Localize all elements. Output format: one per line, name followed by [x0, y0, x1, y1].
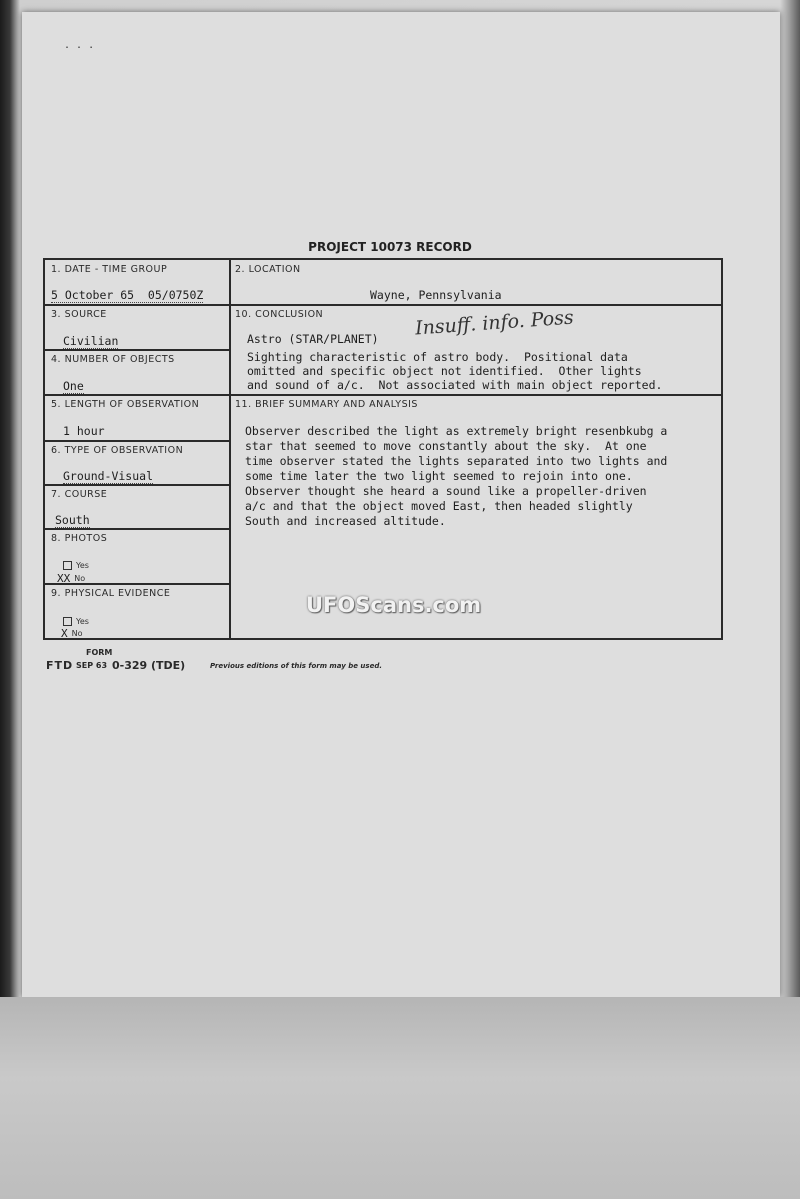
summary-line: some time later the two light seemed to rejoin into one.	[245, 469, 633, 483]
column-divider	[229, 260, 231, 640]
scan-lower-area	[0, 997, 800, 1199]
course-value: South	[55, 513, 90, 527]
conclusion-value: Astro (STAR/PLANET)	[247, 332, 379, 346]
objects-label: 4. NUMBER OF OBJECTS	[51, 354, 175, 365]
physical-evidence-label: 9. PHYSICAL EVIDENCE	[51, 588, 171, 599]
type-value: Ground-Visual	[63, 469, 154, 483]
photos-yes-label: Yes	[76, 560, 89, 570]
date-label: 1. DATE - TIME GROUP	[51, 264, 168, 275]
row-divider	[45, 394, 229, 396]
physical-no-mark: X	[61, 627, 68, 640]
row-divider	[45, 440, 229, 442]
form-id: FTD	[46, 659, 74, 672]
row-divider	[45, 484, 229, 486]
corner-marks: . . .	[64, 40, 95, 51]
form-date: SEP 63	[76, 661, 108, 670]
length-label: 5. LENGTH OF OBSERVATION	[51, 399, 200, 410]
record-form	[43, 258, 723, 640]
location-label: 2. LOCATION	[235, 264, 301, 275]
row-divider	[45, 304, 723, 306]
physical-no-label: No	[71, 628, 83, 638]
form-title: PROJECT 10073 RECORD	[308, 240, 472, 254]
summary-line: South and increased altitude.	[245, 514, 446, 528]
photos-label: 8. PHOTOS	[51, 533, 108, 544]
course-label: 7. COURSE	[51, 489, 108, 500]
conclusion-line: omitted and specific object not identified. Other lights	[247, 364, 642, 378]
objects-value: One	[63, 379, 84, 393]
row-divider	[45, 349, 229, 351]
photos-no-option	[57, 569, 85, 587]
conclusion-line: and sound of a/c. Not associated with main object reported.	[247, 378, 663, 392]
summary-line: a/c and that the object moved East, then headed slightly	[245, 499, 633, 513]
type-label: 6. TYPE OF OBSERVATION	[51, 445, 184, 456]
footer-note: Previous editions of this form may be used.	[210, 662, 382, 670]
physical-no-option	[61, 624, 83, 642]
length-value: 1 hour	[63, 424, 105, 438]
location-value: Wayne, Pennsylvania	[370, 288, 502, 302]
conclusion-label: 10. CONCLUSION	[235, 309, 324, 320]
summary-line: time observer stated the lights separated into two lights and	[245, 454, 668, 468]
summary-line: star that seemed to move constantly about the sky. At one	[245, 439, 647, 453]
photos-no-label: No	[74, 573, 86, 583]
form-number: 0-329 (TDE)	[112, 659, 186, 672]
row-divider	[229, 394, 723, 396]
row-divider	[45, 528, 229, 530]
summary-line: Observer described the light as extremely bright resenbkubg a	[245, 424, 668, 438]
photos-no-mark: XX	[57, 572, 71, 585]
source-value: Civilian	[63, 334, 119, 348]
conclusion-line: Sighting characteristic of astro body. Positional data	[247, 350, 628, 364]
handwritten-note: Insuff. info. Poss	[414, 306, 575, 340]
source-label: 3. SOURCE	[51, 309, 107, 320]
date-value: 5 October 65 05/0750Z	[51, 288, 204, 302]
watermark: UFOScans.com	[306, 593, 482, 617]
summary-line: Observer thought she heard a sound like a propeller-driven	[245, 484, 647, 498]
summary-label: 11. BRIEF SUMMARY AND ANALYSIS	[235, 399, 418, 410]
physical-yes-label: Yes	[76, 616, 89, 626]
form-word: FORM	[86, 648, 113, 657]
